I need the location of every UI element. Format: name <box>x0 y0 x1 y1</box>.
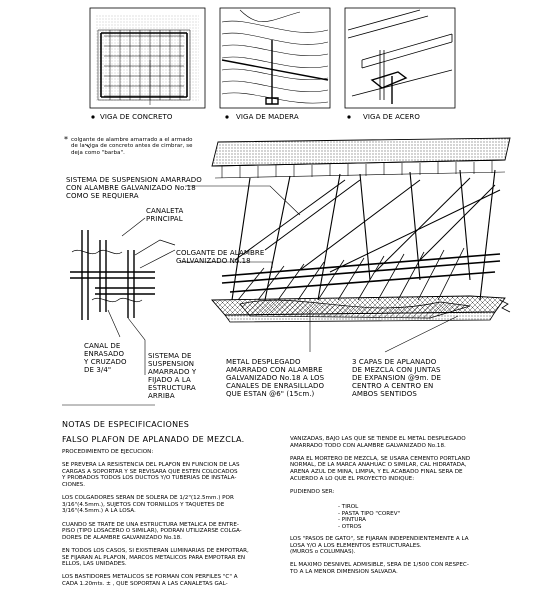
notes-right-column-top: VANIZADAS, BAJO LAS QUE SE TIENDE EL METAL DESPLEGADO AMARRADO TODO CON ALAMBRE GALVANIZADO No.18. PARA EL MORTERO DE MEZCLA, SE USARA CEMENTO PORTLAND NORMAL, DE LA MARCA ANAHUAC O SIMILAR, CAL HIDRATADA, ARENA AZUL DE MINA, LIMPIA, Y EL ACABADO FINAL SERA DE ACUERDO A LO QUE EL PROYECTO INDIQUE: PUDIENDO SER: <box>290 436 471 495</box>
notes-heading: NOTAS DE ESPECIFICACIONES <box>62 420 190 429</box>
label-wire-hanger: COLGANTE DE ALAMBRE GALVANIZADO No.18 <box>176 249 265 265</box>
beam-caption-concrete: VIGA DE CONCRETO <box>100 113 173 121</box>
label-plaster-layers: 3 CAPAS DE APLANADO DE MEZCLA CON JUNTAS DE EXPANSION @9m. DE CENTRO A CENTRO EN AMBOS SENTIDOS <box>352 358 442 398</box>
notes-right-column-bottom: LOS "PASOS DE GATO", SE FIJARAN INDEPENDIENTEMENTE A LA LOSA Y/O A LOS ELEMENTOS ESTRUCTURALES. (MUROS o COLUMNAS). EL MAXIMO DESNIVEL ADMISIBLE, SERA DE 1/500 CON RESPEC- TO A LA MENOR DIMENSION SALVADA. <box>290 536 469 575</box>
notes-title: FALSO PLAFON DE APLANADO DE MEZCLA. <box>62 435 245 444</box>
steel-beam-detail <box>345 8 455 108</box>
beam-caption-wood: VIGA DE MADERA <box>236 113 299 121</box>
footnote-mark: * <box>64 135 69 144</box>
label-furring-channel: CANAL DE ENRASADO Y CRUZADO DE 3/4" <box>84 342 127 374</box>
label-suspension-tied: SISTEMA DE SUSPENSION AMARRADO Y FIJADO A LA ESTRUCTURA ARRIBA <box>148 352 197 400</box>
label-main-channel: CANALETA PRINCIPAL <box>146 207 184 223</box>
notes-finish-options: - TIROL - PASTA TIPO "COREV" - PINTURA - OTROS <box>338 504 401 530</box>
label-expanded-metal: METAL DESPLEGADO AMARRADO CON ALAMBRE GALVANIZADO No.18 A LOS CANALES DE ENRASILLADO QUE ESTAN @6" (15cm.) <box>226 358 325 398</box>
label-suspension-system: SISTEMA DE SUSPENSION AMARRADO CON ALAMBRE GALVANIZADO No.18 COMO SE REQUIERA <box>66 176 202 200</box>
wood-beam-detail <box>220 8 330 108</box>
notes-left-column: PROCEDIMIENTO DE EJECUCION: SE PREVERA LA RESISTENCIA DEL PLAFON EN FUNCION DE LAS CARGAS A SOPORTAR Y SE REVISARA QUE ESTEN COLOCADOS Y PROBADOS TODOS LOS DUCTOS Y/O TUBERIAS DE INSTALA- CIONES. LOS COLGADORES SERAN DE SOLERA DE 1/2"(12.5mm.) POR 3/16"(4.5mm.), SUJETOS CON TORNILLOS Y TAQUETES DE 3/16"(4.5mm.) A LA LOSA. CUANDO SE TRATE DE UNA ESTRUCTURA METALICA DE ENTRE- PISO (TIPO LOSACERO O SIMILAR), PODRAN UTILIZARSE COLGA- DORES DE ALAMBRE GALVANIZADO No.18. EN TODOS LOS CASOS, SI EXISTIERAN LUMINARIAS DE EMPOTRAR, SE FIJARAN AL PLAFON, MARCOS METALICOS PARA EMPOTRAR EN ELLOS, LAS UNIDADES. LOS BASTIDORES METALICOS SE FORMAN CON PERFILES "C" A CADA 1.20mts. ± , QUE SOPORTAN A LAS CANALETAS GAL- <box>62 449 249 587</box>
ceiling-assembly <box>212 138 510 322</box>
footnote-text: colgante de alambre amarrado a el armado de la viga de concreto antes de cimbrar, se deja como "barba". <box>71 137 193 156</box>
concrete-beam-detail <box>90 8 205 108</box>
beam-caption-steel: VIGA DE ACERO <box>363 113 420 121</box>
channel-connection-detail <box>70 230 175 320</box>
